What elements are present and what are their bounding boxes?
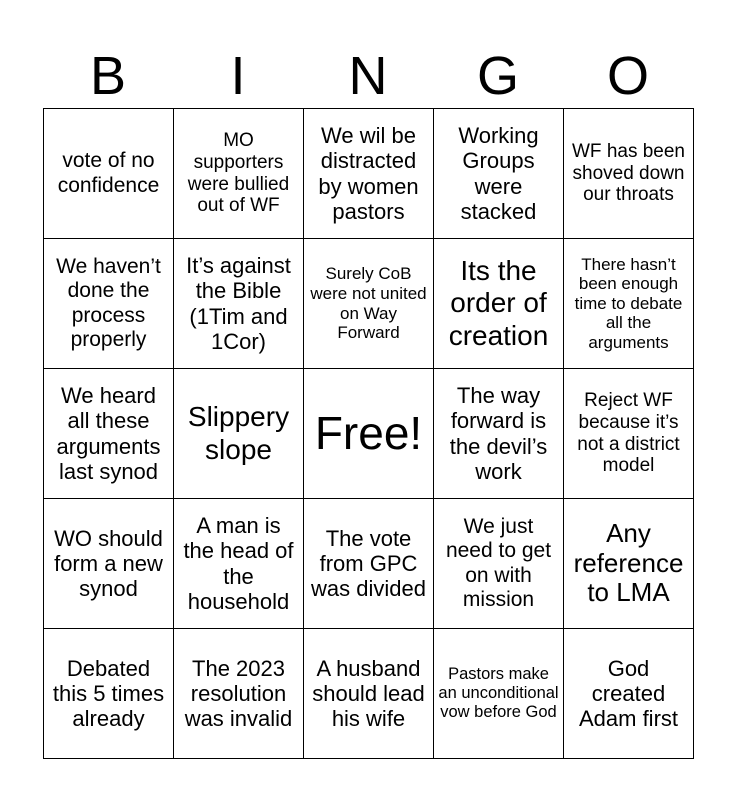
free-space[interactable]: Free! (304, 369, 434, 499)
bingo-board (43, 108, 694, 759)
header-letter-i: I (230, 46, 246, 106)
bingo-cell[interactable]: A husband should lead his wife (304, 629, 434, 759)
bingo-cell[interactable]: MO supporters were bullied out of WF (174, 109, 304, 239)
bingo-cell[interactable]: A man is the head of the household (174, 499, 304, 629)
bingo-header (43, 44, 693, 108)
bingo-cell[interactable]: There hasn’t been enough time to debate all the arguments (564, 239, 694, 369)
board-row (44, 629, 694, 759)
bingo-cell[interactable]: The way forward is the devil’s work (434, 369, 564, 499)
bingo-cell[interactable]: Its the order of creation (434, 239, 564, 369)
bingo-cell[interactable]: Any reference to LMA (564, 499, 694, 629)
bingo-cell[interactable]: The 2023 resolution was invalid (174, 629, 304, 759)
board-row (44, 369, 694, 499)
board-row (44, 239, 694, 369)
bingo-cell[interactable]: Debated this 5 times already (44, 629, 174, 759)
bingo-cell[interactable]: Pastors make an unconditional vow before God (434, 629, 564, 759)
header-letter-n: N (348, 46, 388, 106)
header-letter-o: O (606, 46, 649, 106)
bingo-cell[interactable]: The vote from GPC was divided (304, 499, 434, 629)
board-row (44, 109, 694, 239)
bingo-cell[interactable]: Working Groups were stacked (434, 109, 564, 239)
bingo-cell[interactable]: WO should form a new synod (44, 499, 174, 629)
bingo-cell[interactable]: WF has been shoved down our throats (564, 109, 694, 239)
bingo-cell[interactable]: We just need to get on with mission (434, 499, 564, 629)
bingo-cell[interactable]: vote of no confidence (44, 109, 174, 239)
bingo-cell[interactable]: God created Adam first (564, 629, 694, 759)
header-letter-g: G (476, 46, 519, 106)
bingo-cell[interactable]: Slippery slope (174, 369, 304, 499)
bingo-cell[interactable]: We heard all these arguments last synod (44, 369, 174, 499)
bingo-cell[interactable]: We wil be distracted by women pastors (304, 109, 434, 239)
bingo-cell[interactable]: Reject WF because it’s not a district model (564, 369, 694, 499)
bingo-cell[interactable]: We haven’t done the process properly (44, 239, 174, 369)
header-letter-b: B (89, 46, 127, 106)
bingo-cell[interactable]: Surely CoB were not united on Way Forward (304, 239, 434, 369)
bingo-cell[interactable]: It’s against the Bible (1Tim and 1Cor) (174, 239, 304, 369)
board-row (44, 499, 694, 629)
